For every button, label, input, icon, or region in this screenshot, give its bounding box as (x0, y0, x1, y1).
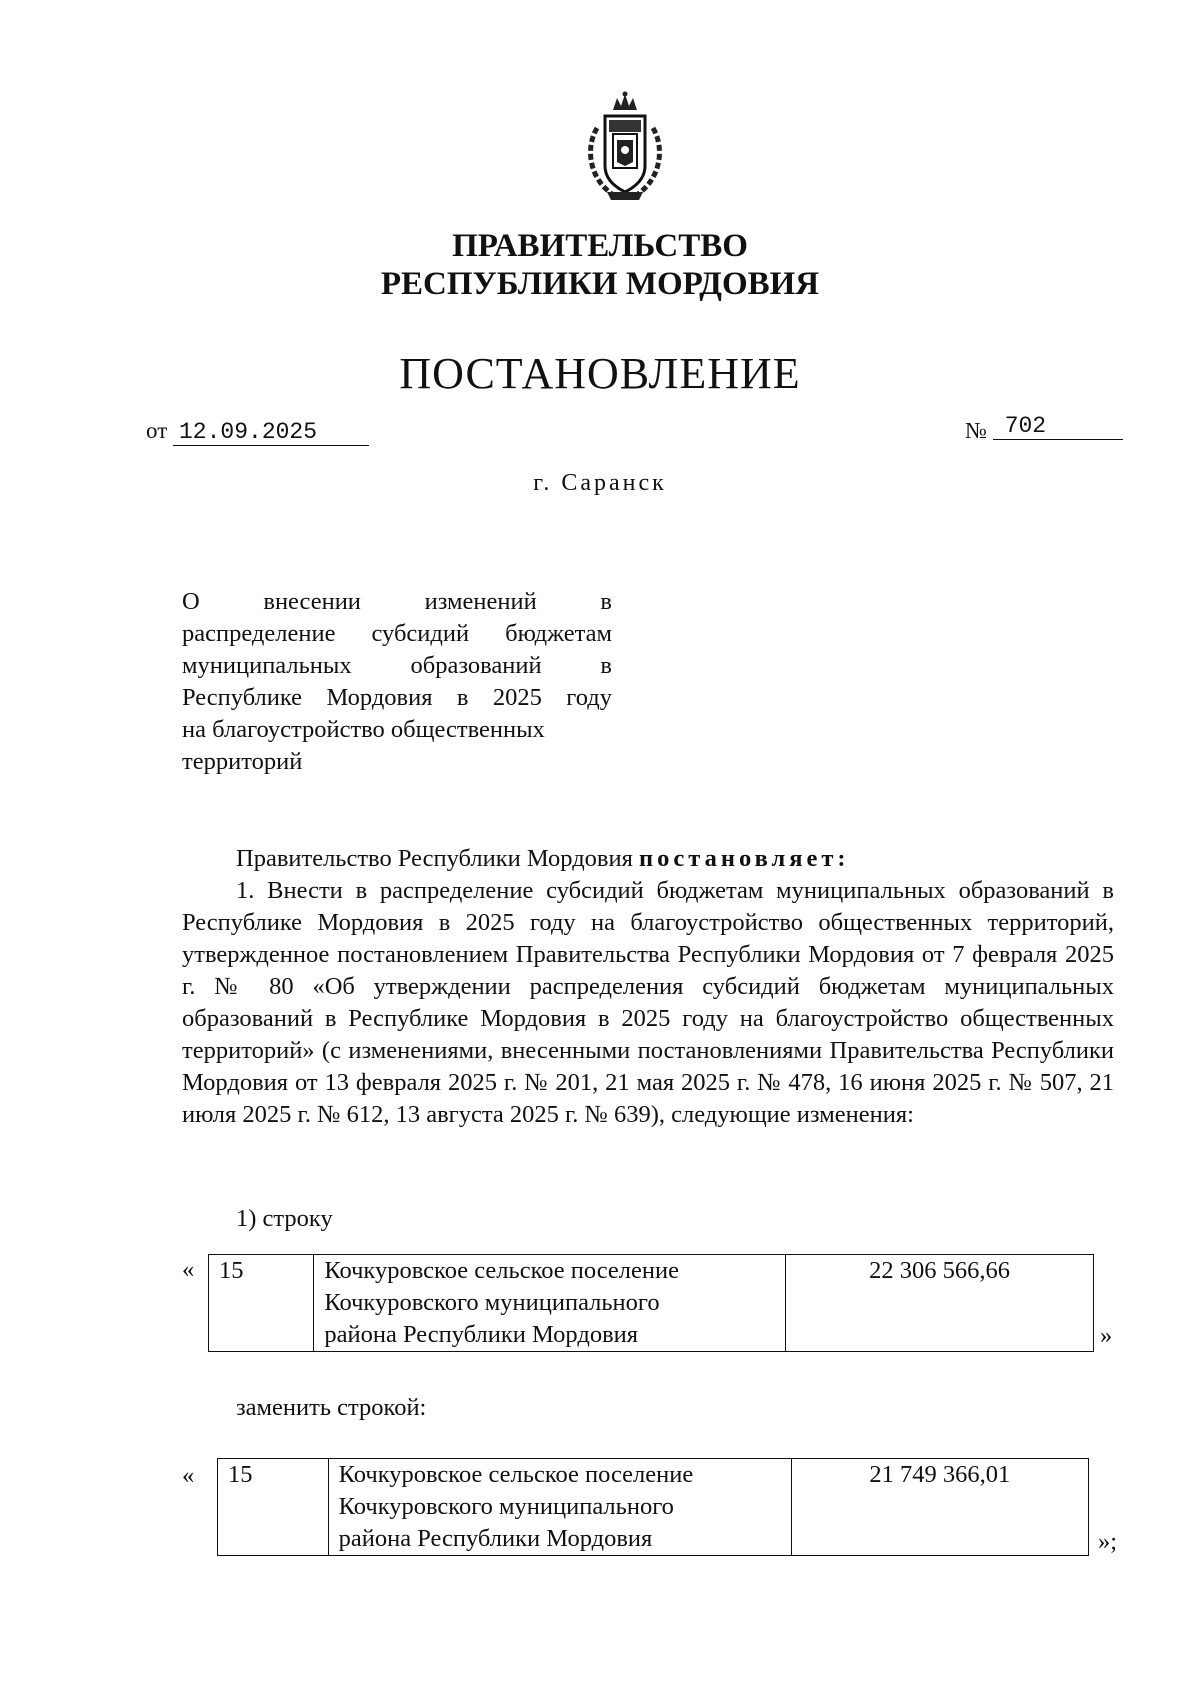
date-prefix: от (146, 418, 168, 443)
subject-line: О внесении изменений в (182, 588, 612, 615)
subject-line: распределение субсидий бюджетам (182, 620, 612, 647)
municipality-name (328, 1459, 791, 1556)
name-line: Кочкуровского муниципального (324, 1289, 660, 1316)
table-row (218, 1459, 1089, 1556)
open-quote: « (182, 1462, 195, 1489)
close-quote: » (1100, 1322, 1113, 1349)
subject-line: Республике Мордовия в 2025 году (182, 684, 612, 711)
item-1-paragraph: 1. Внести в распределение субсидий бюджетам муниципальных образований в Республике Мордовия в 2025 году на благоустройство общественных территорий, утвержденное постановлением Правительства Республики Мордовия от 7 февраля 2025 г. № 80 «Об утверждении распределения субсидий бюджетам муниципальных образований в Республике Мордовия в 2025 году на благоустройство общественных территорий» (с изменениями, внесенными постановлениями Правительства Республики Мордовия от 13 февраля 2025 г. № 201, 21 мая 2025 г. № 478, 16 июня 2025 г. № 507, 21 июля 2025 г. № 612, 13 августа 2025 г. № 639), следующие изменения: (182, 877, 1114, 1128)
name-line: района Республики Мордовия (324, 1321, 639, 1348)
document-date: 12.09.2025 (173, 419, 369, 446)
open-quote: « (182, 1256, 195, 1283)
municipality-name (314, 1255, 786, 1352)
subject-line: муниципальных образований в (182, 652, 612, 679)
organization-name-line2: РЕСПУБЛИКИ МОРДОВИЯ (380, 266, 820, 302)
preamble-text: Правительство Республики Мордовия (236, 845, 633, 872)
resolves-word: постановляет: (639, 845, 850, 872)
new-row-table (217, 1458, 1089, 1556)
old-row-table (208, 1254, 1094, 1352)
document-subject (182, 586, 612, 778)
subitem-1: 1) строку (236, 1205, 333, 1232)
number-prefix: № (965, 418, 987, 443)
row-number: 15 (209, 1255, 314, 1352)
subsidy-amount: 21 749 366,01 (791, 1459, 1088, 1556)
close-quote: »; (1098, 1528, 1118, 1555)
organization-name-line1: ПРАВИТЕЛЬСТВО (452, 228, 748, 264)
preamble (182, 843, 1114, 875)
city-name: г. Саранск (533, 470, 667, 496)
number-field (965, 413, 1123, 446)
subject-line: территорий (182, 748, 303, 775)
document-number: 702 (993, 413, 1123, 440)
subsidy-amount: 22 306 566,66 (786, 1255, 1094, 1352)
coat-of-arms-emblem (575, 88, 675, 208)
name-line: района Республики Мордовия (338, 1525, 653, 1552)
row-number: 15 (218, 1459, 329, 1556)
subject-line: на благоустройство общественных (182, 716, 545, 743)
table-row (209, 1255, 1094, 1352)
name-line: Кочкуровского муниципального (338, 1493, 674, 1520)
date-field (146, 418, 369, 446)
document-type-title: ПОСТАНОВЛЕНИЕ (399, 349, 801, 398)
name-line: Кочкуровское сельское поселение (338, 1461, 694, 1488)
name-line: Кочкуровское сельское поселение (324, 1257, 679, 1284)
replace-instruction: заменить строкой: (236, 1394, 427, 1421)
